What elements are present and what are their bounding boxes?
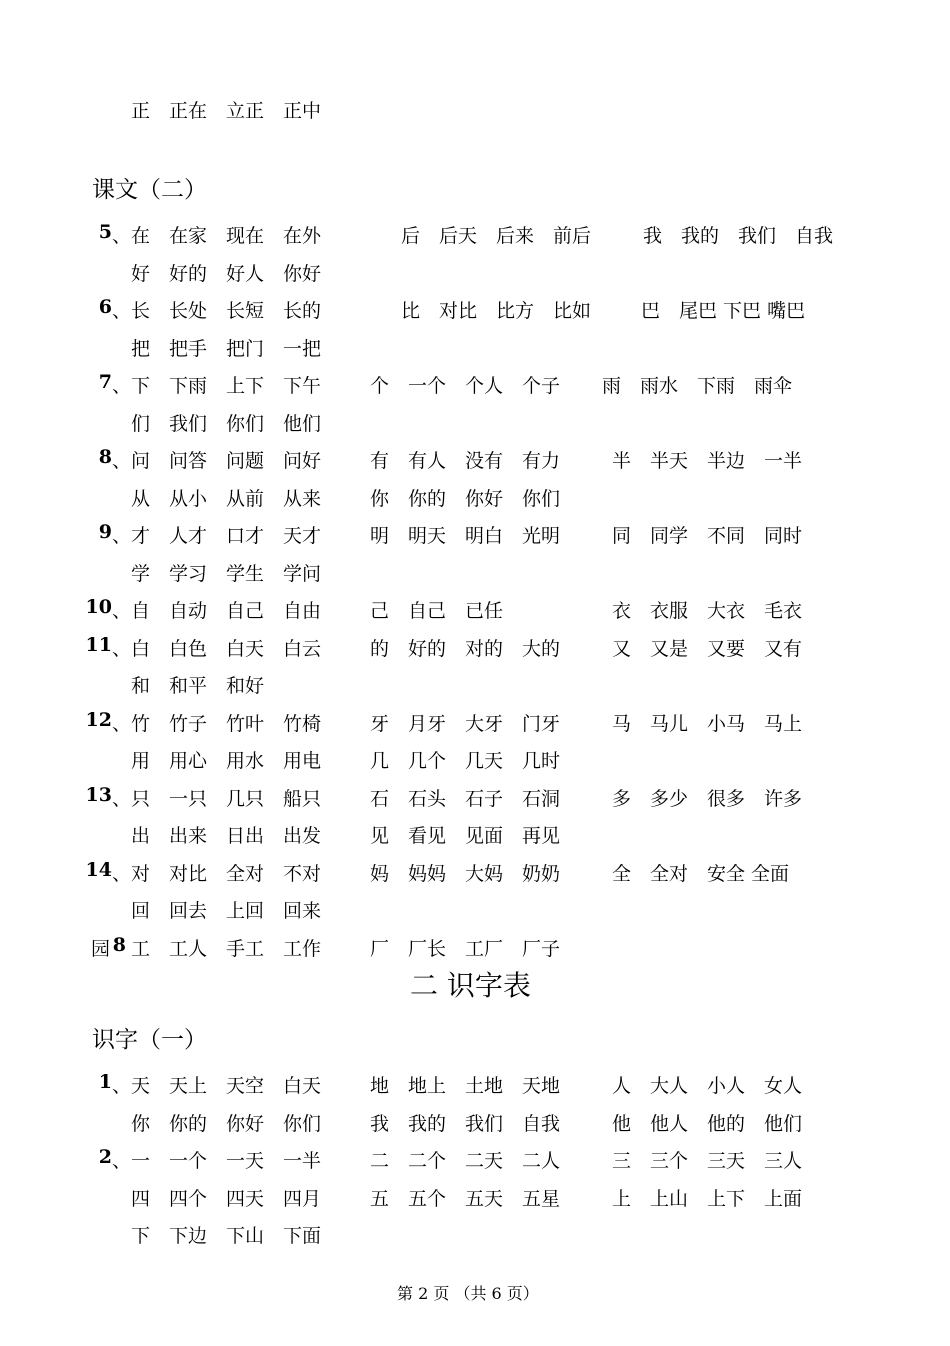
word-group-c3: 上 上山 上下 上面 <box>612 1187 803 1210</box>
word-group-c3: 人 大人 小人 女人 <box>612 1075 803 1097</box>
word-group-c3: 三 三个 三天 三人 <box>612 1150 803 1172</box>
word-group-c2: 妈 妈妈 大妈 奶奶 <box>370 862 561 885</box>
row-number: 9 <box>98 521 112 543</box>
word-group-c1: 一 一个 一天 一半 <box>131 1150 322 1172</box>
word-group-c2: 明 明天 明白 光明 <box>370 525 561 547</box>
word-group-c2: 的 好的 对的 大的 <box>370 637 561 660</box>
row-number: 14 <box>85 858 112 881</box>
word-group-c1: 你 你的 你好 你们 <box>131 1112 322 1135</box>
word-group-c3: 多 多少 很多 许多 <box>612 787 803 810</box>
row-number: 11 <box>85 633 112 656</box>
word-group-c1: 长 长处 长短 长的 <box>131 300 322 322</box>
row-number: 7 <box>98 371 112 393</box>
word-group-c3: 巴 尾巴 下巴 嘴巴 <box>641 300 806 322</box>
word-group-c2: 牙 月牙 大牙 门牙 <box>370 712 561 735</box>
word-group-c2: 几 几个 几天 几时 <box>370 750 561 772</box>
word-group-c2: 五 五个 五天 五星 <box>370 1187 561 1210</box>
word-group-c1: 在 在家 现在 在外 <box>131 225 322 247</box>
row-separator: 、 <box>112 637 132 660</box>
top-word-line: 正 正在 立正 正中 <box>131 100 322 122</box>
word-group-c3: 我 我的 我们 自我 <box>643 225 834 247</box>
word-group-c2: 我 我的 我们 自我 <box>370 1112 561 1135</box>
row-separator: 、 <box>112 862 132 885</box>
word-group-c1: 学 学习 学生 学问 <box>131 562 322 585</box>
word-group-c3: 他 他人 他的 他们 <box>612 1112 803 1135</box>
word-group-c1: 用 用心 用水 用电 <box>131 750 322 772</box>
row-number: 6 <box>98 296 112 318</box>
word-group-c1: 把 把手 把门 一把 <box>131 337 322 360</box>
row-number: 1 <box>98 1071 112 1093</box>
word-group-c3: 马 马儿 小马 马上 <box>612 712 803 735</box>
word-group-c1: 们 我们 你们 他们 <box>131 412 322 435</box>
word-group-c1: 工 工人 手工 工作 <box>131 937 322 960</box>
word-group-c2: 己 自己 已任 <box>370 600 504 622</box>
row-separator: 、 <box>112 300 132 322</box>
row-number: 5 <box>98 221 112 243</box>
word-group-c1: 只 一只 几只 船只 <box>131 787 322 810</box>
word-group-c2: 厂 厂长 工厂 厂子 <box>370 937 561 960</box>
section-heading-lessons-2: 课文（二） <box>92 177 207 203</box>
word-group-c1: 天 天上 天空 白天 <box>131 1075 322 1097</box>
word-group-c2: 二 二个 二天 二人 <box>370 1150 561 1172</box>
word-group-c3: 雨 雨水 下雨 雨伞 <box>602 375 793 397</box>
row-separator: 、 <box>112 712 132 735</box>
word-group-c1: 才 人才 口才 天才 <box>131 525 322 547</box>
word-group-c3: 衣 衣服 大衣 毛衣 <box>612 600 803 622</box>
word-group-c2: 有 有人 没有 有力 <box>370 450 561 472</box>
word-group-c1: 好 好的 好人 你好 <box>131 262 322 285</box>
word-group-c1: 下 下边 下山 下面 <box>131 1225 322 1247</box>
word-group-c2: 你 你的 你好 你们 <box>370 487 561 510</box>
word-group-c1: 自 自动 自己 自由 <box>131 600 322 622</box>
row-separator: 、 <box>112 450 132 472</box>
word-group-c2: 地 地上 土地 天地 <box>370 1075 561 1097</box>
word-group-c3: 又 又是 又要 又有 <box>612 637 803 660</box>
word-group-c2: 个 一个 个人 个子 <box>370 375 561 397</box>
row-number: 8 <box>112 933 126 956</box>
row-separator: 、 <box>112 1075 132 1097</box>
word-group-c1: 和 和平 和好 <box>131 675 265 697</box>
row-separator: 、 <box>112 375 132 397</box>
word-group-c1: 白 白色 白天 白云 <box>131 637 322 660</box>
word-group-c1: 问 问答 问题 问好 <box>131 450 322 472</box>
word-group-c1: 从 从小 从前 从来 <box>131 487 322 510</box>
row-separator: 、 <box>112 787 132 810</box>
row-separator: 、 <box>112 600 132 622</box>
section-heading-literacy-1: 识字（一） <box>92 1027 207 1053</box>
word-group-c2: 石 石头 石子 石洞 <box>370 787 561 810</box>
row-prefix: 园 <box>91 937 111 960</box>
row-number: 13 <box>85 783 112 806</box>
row-separator: 、 <box>112 1150 132 1172</box>
word-group-c1: 对 对比 全对 不对 <box>131 862 322 885</box>
row-number: 8 <box>98 446 112 468</box>
row-separator: 、 <box>112 525 132 547</box>
word-group-c1: 竹 竹子 竹叶 竹椅 <box>131 712 322 735</box>
word-group-c1: 下 下雨 上下 下午 <box>131 375 322 397</box>
word-group-c3: 半 半天 半边 一半 <box>612 450 803 472</box>
page-footer: 第 2 页 （共 6 页） <box>397 1284 539 1303</box>
word-group-c1: 四 四个 四天 四月 <box>131 1187 322 1210</box>
word-group-c2: 后 后天 后来 前后 <box>401 225 592 247</box>
word-group-c3: 同 同学 不同 同时 <box>612 525 803 547</box>
row-number: 12 <box>85 708 112 731</box>
main-title-character-table: 二 识字表 <box>410 969 531 1002</box>
word-group-c2: 比 对比 比方 比如 <box>401 300 592 322</box>
word-group-c3: 全 全对 安全 全面 <box>612 862 790 885</box>
word-group-c1: 出 出来 日出 出发 <box>131 825 322 847</box>
word-group-c2: 见 看见 见面 再见 <box>370 825 561 847</box>
row-separator: 、 <box>112 225 132 247</box>
row-number: 10 <box>85 596 112 618</box>
word-group-c1: 回 回去 上回 回来 <box>131 900 322 922</box>
row-number: 2 <box>98 1146 112 1168</box>
